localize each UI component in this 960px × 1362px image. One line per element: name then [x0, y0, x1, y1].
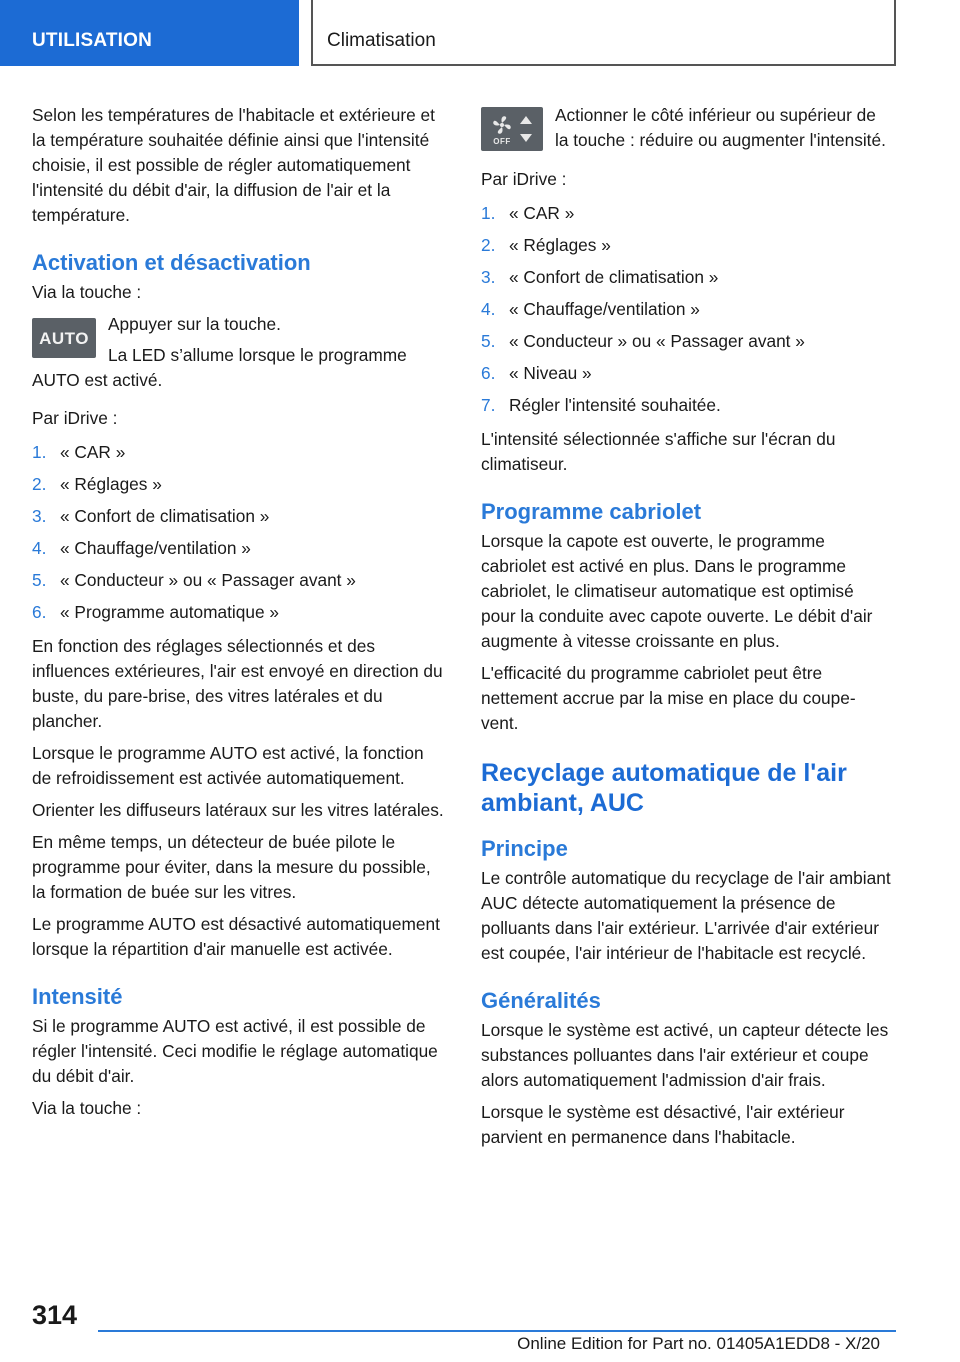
cabrio-heading: Programme cabriolet	[481, 499, 702, 524]
section-tab	[0, 0, 299, 66]
idrive-label: Par iDrive :	[32, 408, 118, 428]
intro-paragraph: Selon les températures de l'habitacle et extérieure et la température souhaitée définie ainsi que l'intensité choisie, il est possible de régler automatiquement l'intensité du débit d'air, la diffusion de l'air et la température.	[32, 105, 435, 225]
list-item: 1. « CAR »	[32, 442, 126, 462]
idrive-label: Par iDrive :	[481, 169, 567, 189]
press-button-text: Appuyer sur la touche.	[108, 314, 281, 334]
paragraph: En fonction des réglages sélectionnés et des influences extérieures, l'air est envoyé en direction du buste, du pare-brise, des vitres latérales et du plancher.	[32, 636, 443, 731]
activation-heading: Activation et désactivation	[32, 250, 311, 275]
auc-heading: Recyclage automatique de l'air ambiant, AUC	[481, 759, 847, 817]
list-item: 5. « Conducteur » ou « Passager avant »	[32, 570, 356, 590]
list-item: 1. « CAR »	[481, 203, 575, 223]
fan-button-block	[481, 103, 893, 159]
fan-button-text: Actionner le côté inférieur ou supérieur de la touche : réduire ou augmenter l'intensité.	[555, 105, 886, 150]
section-title: UTILISATION	[32, 30, 153, 51]
general-heading: Généralités	[481, 988, 601, 1013]
led-text: La LED s’allume lorsque le programme AUTO est activé.	[32, 345, 407, 390]
footer-edition: Online Edition for Part no. 01405A1EDD8 - X/20	[517, 1334, 880, 1353]
auto-button-icon: AUTO	[32, 318, 96, 358]
list-item: 7. Régler l'intensité souhaitée.	[481, 395, 721, 415]
paragraph: Le contrôle automatique du recyclage de l'air ambiant AUC détecte automatiquement la présence de polluants dans l'air extérieur. L'arrivée d'air extérieur est coupée, l'air intérieur de l'habitacle est recyclé.	[481, 868, 891, 963]
paragraph: Orienter les diffuseurs latéraux sur les vitres latérales.	[32, 800, 444, 820]
list-item: 2. « Réglages »	[481, 235, 611, 255]
paragraph: L'intensité sélectionnée s'affiche sur l'écran du climatiseur.	[481, 429, 836, 474]
left-column	[32, 103, 444, 1128]
paragraph: Lorsque le système est désactivé, l'air extérieur parvient en permanence dans l'habitacle.	[481, 1102, 845, 1147]
idrive-steps-right	[481, 199, 893, 423]
paragraph: Lorsque le système est activé, un capteur détecte les substances polluantes dans l'air extérieur et coupe alors automatiquement l'admission d'air frais.	[481, 1020, 889, 1090]
page-number: 314	[32, 1300, 78, 1330]
right-column	[481, 103, 893, 1157]
svg-text:OFF: OFF	[493, 137, 511, 146]
auto-button-block	[32, 312, 444, 399]
paragraph: Lorsque la capote est ouverte, le programme cabriolet est activé en plus. Dans le programme cabriolet, le climatiseur automatique est optimisé pour la conduite avec capote ouverte. Le débit d'air augmente à vitesse croissante en plus.	[481, 531, 873, 651]
list-item: 4. « Chauffage/ventilation »	[481, 299, 700, 319]
paragraph: Lorsque le programme AUTO est activé, la fonction de refroidissement est activée automatiquement.	[32, 743, 424, 788]
paragraph: Le programme AUTO est désactivé automatiquement lorsque la répartition d'air manuelle est activée.	[32, 914, 440, 959]
fan-icon	[482, 108, 542, 150]
list-item: 5. « Conducteur » ou « Passager avant »	[481, 331, 805, 351]
fan-off-button-icon	[481, 107, 543, 151]
paragraph: Si le programme AUTO est activé, il est possible de régler l'intensité. Ceci modifie le réglage automatique du débit d'air.	[32, 1016, 438, 1086]
chapter-tab	[311, 0, 896, 66]
intensity-heading: Intensité	[32, 984, 123, 1009]
via-button-text: Via la touche :	[32, 282, 142, 302]
paragraph: En même temps, un détecteur de buée pilote le programme pour éviter, dans la mesure du possible, la formation de buée sur les vitres.	[32, 832, 431, 902]
idrive-steps-left	[32, 438, 444, 630]
principle-heading: Principe	[481, 836, 568, 861]
list-item: 3. « Confort de climatisation »	[481, 267, 719, 287]
list-item: 4. « Chauffage/ventilation »	[32, 538, 251, 558]
list-item: 6. « Programme automatique »	[32, 602, 280, 622]
footer-divider	[98, 1330, 896, 1332]
chapter-title: Climatisation	[327, 30, 436, 51]
list-item: 2. « Réglages »	[32, 474, 162, 494]
paragraph: L'efficacité du programme cabriolet peut être nettement accrue par la mise en place du coupe-vent.	[481, 663, 856, 733]
list-item: 6. « Niveau »	[481, 363, 592, 383]
list-item: 3. « Confort de climatisation »	[32, 506, 270, 526]
via-button-text-2: Via la touche :	[32, 1098, 142, 1118]
